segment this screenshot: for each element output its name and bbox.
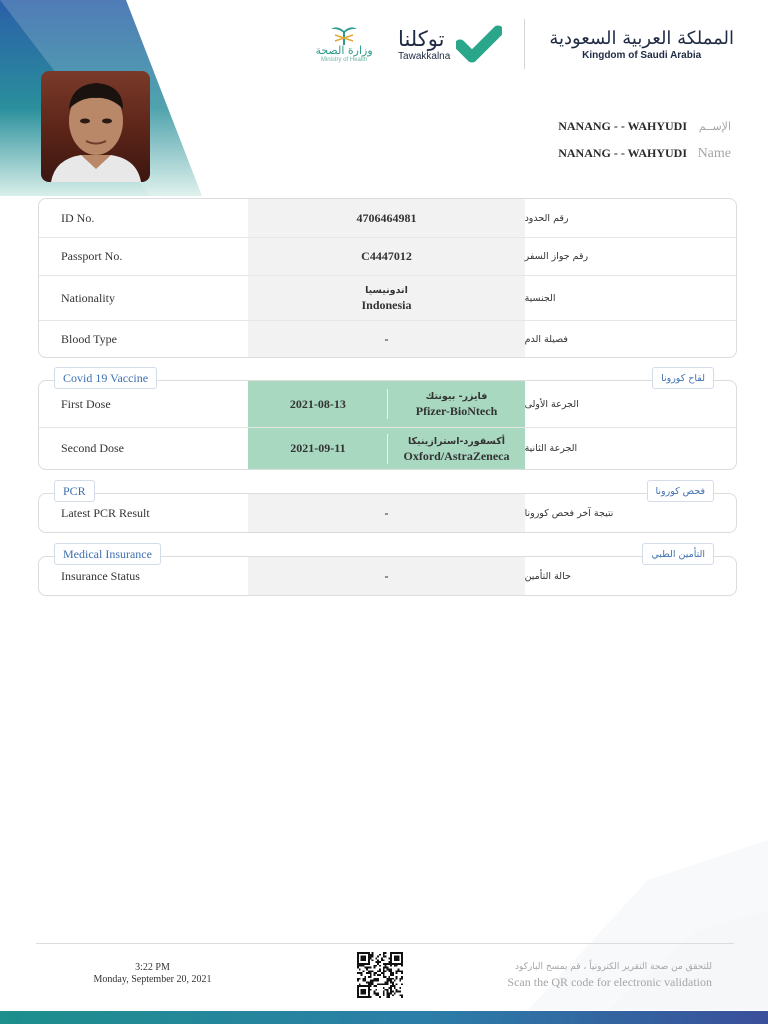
name-row-arabic [558, 119, 731, 134]
tawakkalna-check-icon [456, 25, 502, 63]
id-number-label-arabic: رقم الحدود [524, 212, 569, 224]
moh-logo-arabic: وزارة الصحة [315, 44, 373, 57]
nationality-value-english: Indonesia [361, 298, 412, 312]
passport-number-label-arabic: رقم جواز السفر [524, 251, 589, 262]
pcr-section-tag-arabic: فحص كورونا [647, 480, 714, 502]
name-label-english: Name [697, 146, 731, 161]
validation-note-english: Scan the QR code for electronic validation [507, 975, 712, 989]
footer-validation-note [452, 960, 712, 990]
header-logos [314, 14, 734, 74]
insurance-status-label: Insurance Status [61, 568, 140, 583]
tawakkalna-logo [398, 25, 502, 63]
second-dose-label-arabic: الجرعة الثانية [524, 443, 578, 454]
second-dose-brand [388, 428, 524, 469]
id-number-value: 4706464981 [248, 199, 524, 237]
tawakkalna-logo-english: Tawakkalna [398, 50, 451, 62]
footer-divider [36, 943, 734, 944]
tawakkalna-logo-arabic: توكلنا [398, 26, 445, 51]
table-row [39, 557, 736, 595]
insurance-status-value: - [248, 557, 524, 595]
pcr-result-label: Latest PCR Result [61, 505, 150, 520]
table-row [39, 427, 736, 469]
name-row-english [558, 146, 731, 162]
footer-time: 3:22 PM [135, 962, 170, 973]
passport-number-label: Passport No. [61, 249, 123, 263]
first-dose-value [248, 381, 524, 427]
vaccine-section-tag: Covid 19 Vaccine [54, 367, 157, 389]
name-value: NANANG - - WAHYUDI [558, 146, 687, 160]
insurance-status-label-arabic: حالة التأمين [524, 570, 571, 582]
nationality-value [248, 276, 524, 320]
footer-timestamp [60, 962, 245, 986]
qr-code[interactable] [356, 952, 404, 998]
second-dose-date: 2021-09-11 [290, 441, 346, 455]
table-row [39, 237, 736, 275]
nationality-value-arabic: اندونيسيا [365, 285, 408, 296]
ministry-of-health-logo [314, 25, 374, 63]
insurance-card [38, 546, 737, 596]
personal-info-card [38, 198, 737, 358]
pcr-result-label-arabic: نتيجة آخر فحص كورونا [524, 507, 614, 519]
pcr-result-value: - [248, 494, 524, 532]
table-row [39, 320, 736, 357]
first-dose-brand-arabic: فايزر- بيونتك [425, 391, 488, 402]
blood-type-label: Blood Type [61, 331, 117, 346]
first-dose-brand-english: Pfizer-BioNtech [415, 404, 498, 418]
blood-type-value: - [248, 321, 524, 357]
nationality-label: Nationality [61, 290, 115, 305]
table-row [39, 381, 736, 427]
first-dose-label-arabic: الجرعة الأولى [524, 398, 579, 410]
name-value: NANANG - - WAHYUDI [558, 119, 687, 133]
first-dose-date: 2021-08-13 [289, 396, 346, 411]
second-dose-brand-english: Oxford/AstraZeneca [403, 448, 510, 463]
passport-number-value: C4447012 [248, 238, 524, 275]
pcr-card [38, 483, 737, 533]
bottom-brand-bar [0, 1011, 768, 1024]
footer-date: Monday, September 20, 2021 [93, 974, 212, 985]
second-dose-brand-arabic: أكسفورد-استرازينيكا [407, 435, 506, 447]
vaccine-section-tag-arabic: لقاح كورونا [652, 367, 714, 389]
ksa-logo-arabic: المملكة العربية السعودية [549, 27, 734, 49]
palm-icon [329, 25, 359, 45]
insurance-section-tag-arabic: التأمين الطبي [642, 543, 714, 565]
id-number-label: ID No. [61, 210, 95, 225]
blood-type-label-arabic: فصيلة الدم [524, 333, 568, 345]
profile-photo [41, 71, 150, 182]
ksa-logo-english: Kingdom of Saudi Arabia [582, 49, 702, 61]
table-row [39, 199, 736, 237]
validation-note-arabic: للتحقق من صحة التقرير الكترونياً ، قم بمسح الباركود [514, 962, 712, 972]
insurance-section-tag: Medical Insurance [54, 543, 161, 565]
logo-divider [524, 19, 525, 69]
table-row [39, 494, 736, 532]
nationality-label-arabic: الجنسية [524, 292, 556, 304]
pcr-section-tag: PCR [54, 480, 95, 502]
table-row [39, 275, 736, 320]
name-label-arabic: الإســم [698, 120, 731, 133]
saudi-arabia-logo [549, 28, 734, 61]
vaccine-card [38, 370, 737, 470]
second-dose-value [248, 428, 524, 469]
moh-logo-english: Ministry of Health [320, 57, 368, 63]
first-dose-brand [388, 381, 524, 427]
second-dose-label: Second Dose [61, 441, 124, 455]
first-dose-label: First Dose [61, 396, 111, 411]
